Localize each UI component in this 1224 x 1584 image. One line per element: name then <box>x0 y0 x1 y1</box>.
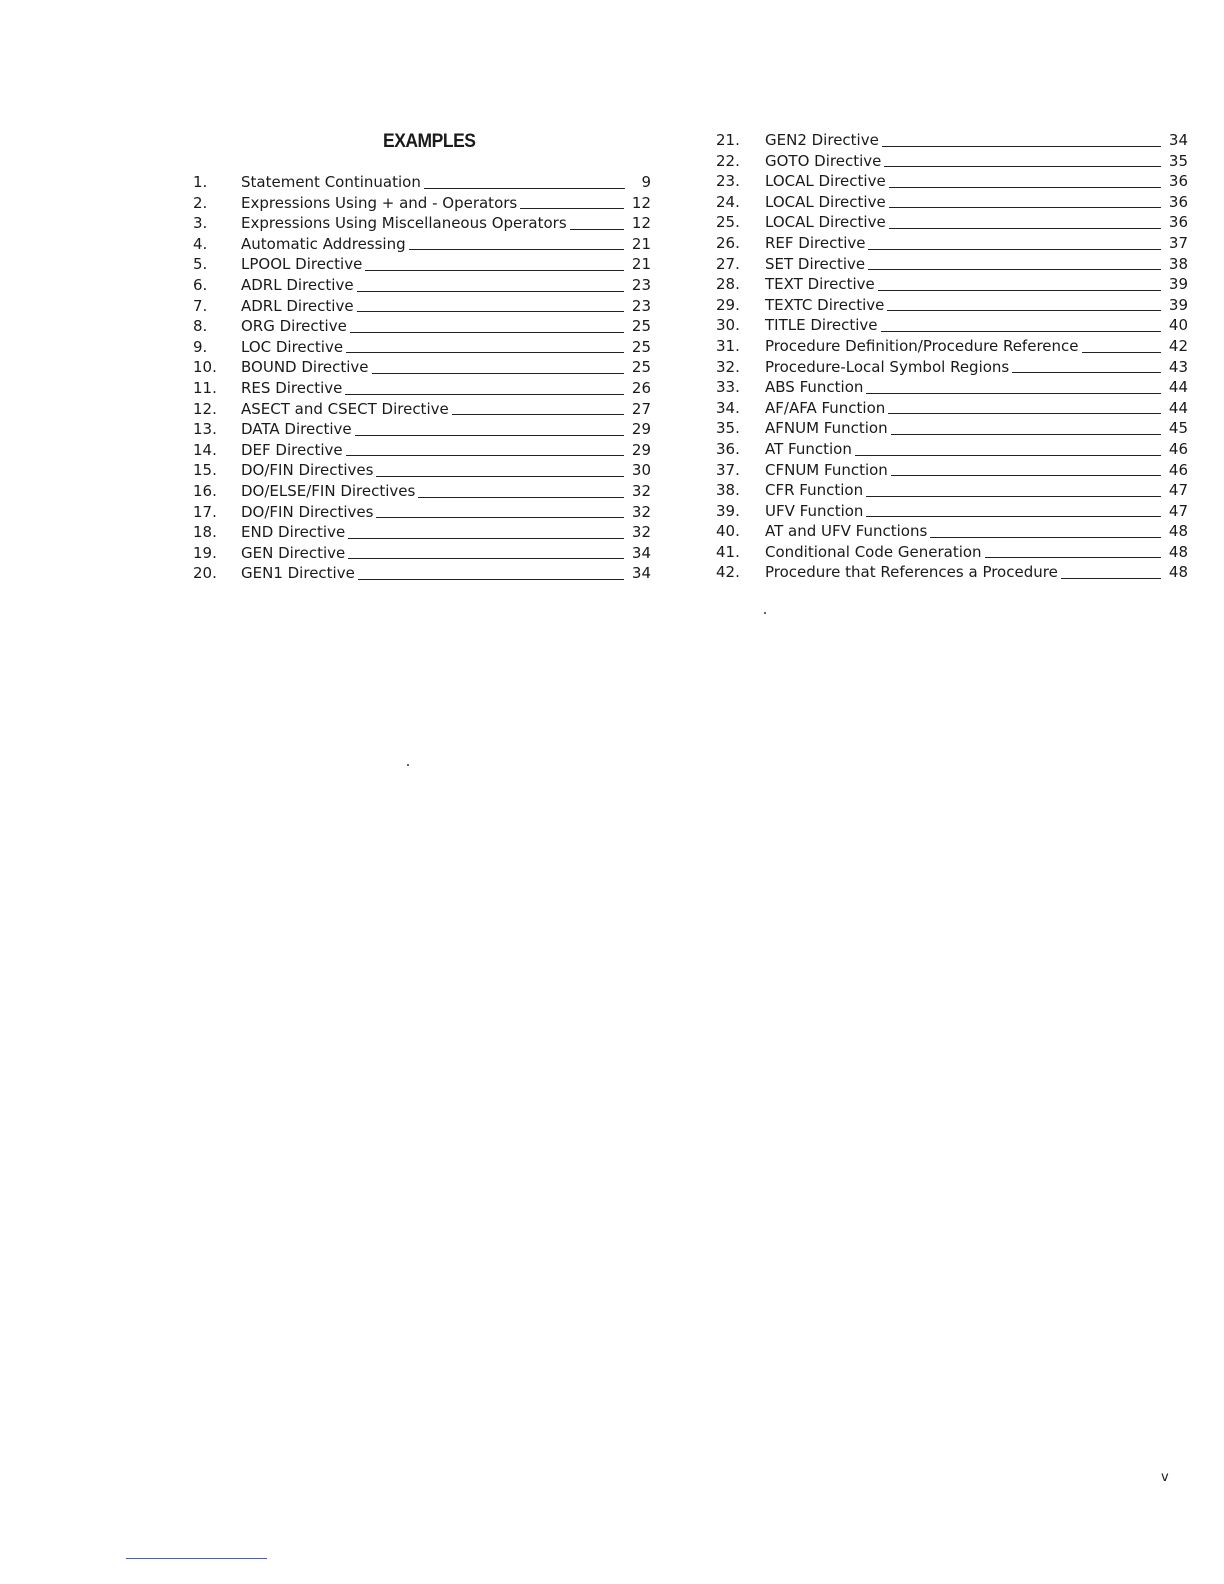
entry-title: RES Directive <box>241 378 343 397</box>
toc-entry[interactable] <box>193 234 651 255</box>
toc-entry[interactable] <box>716 192 1188 213</box>
entry-page: 25 <box>631 317 651 336</box>
toc-entry[interactable] <box>716 274 1188 295</box>
entry-page: 47 <box>1168 481 1188 500</box>
toc-entry[interactable] <box>716 521 1188 542</box>
entry-title: AT and UFV Functions <box>765 522 928 541</box>
entry-title: DO/ELSE/FIN Directives <box>241 481 416 500</box>
entry-title: Automatic Addressing <box>241 234 406 253</box>
entry-title: GOTO Directive <box>765 151 882 170</box>
entry-page: 23 <box>631 275 651 294</box>
toc-entry[interactable] <box>193 275 651 296</box>
entry-title: ORG Directive <box>241 317 347 336</box>
toc-entry[interactable] <box>716 377 1188 398</box>
toc-entry[interactable] <box>716 254 1188 275</box>
entry-title: Procedure-Local Symbol Regions <box>765 357 1010 376</box>
entry-title: ADRL Directive <box>241 275 354 294</box>
entry-page: 47 <box>1168 501 1188 520</box>
examples-list-left <box>193 172 651 584</box>
entry-number: 15. <box>193 461 217 480</box>
entry-page: 44 <box>1168 398 1188 417</box>
leader-line <box>520 208 624 209</box>
scan-speck <box>764 612 766 614</box>
entry-page: 46 <box>1168 460 1188 479</box>
entry-title: DO/FIN Directives <box>241 461 374 480</box>
entry-page: 29 <box>631 440 651 459</box>
entry-number: 24. <box>716 192 740 211</box>
entry-number: 20. <box>193 564 217 583</box>
entry-number: 34. <box>716 398 740 417</box>
scan-speck <box>407 764 409 766</box>
leader-line <box>868 249 1160 250</box>
entry-title: DEF Directive <box>241 440 343 459</box>
entry-title: UFV Function <box>765 501 864 520</box>
leader-line <box>345 394 624 395</box>
entry-title: Statement Continuation <box>241 173 421 191</box>
leader-line <box>1082 352 1161 353</box>
page-number: v <box>1161 1470 1169 1485</box>
entry-title: Procedure Definition/Procedure Reference <box>765 336 1079 355</box>
toc-entry[interactable] <box>716 439 1188 460</box>
toc-entry[interactable] <box>716 151 1188 172</box>
entry-title: BOUND Directive <box>241 358 369 377</box>
entry-page: 34 <box>631 543 651 562</box>
entry-number: 26. <box>716 233 740 252</box>
leader-line <box>452 414 624 415</box>
entry-number: 11. <box>193 378 217 397</box>
entry-title: AT Function <box>765 439 852 458</box>
toc-entry[interactable] <box>716 480 1188 501</box>
entry-title: Expressions Using Miscellaneous Operators <box>241 214 567 233</box>
entry-number: 29. <box>716 295 740 314</box>
leader-line <box>1012 372 1161 373</box>
entry-number: 7. <box>193 296 208 315</box>
toc-entry[interactable] <box>716 315 1188 336</box>
toc-entry[interactable] <box>193 419 651 440</box>
entry-title: ABS Function <box>765 378 864 397</box>
entry-number: 32. <box>716 357 740 376</box>
leader-line <box>866 516 1160 517</box>
leader-line <box>357 291 624 292</box>
entry-title: DATA Directive <box>241 420 352 439</box>
toc-entry[interactable] <box>716 130 1188 151</box>
toc-entry[interactable] <box>716 460 1188 481</box>
entry-title: ADRL Directive <box>241 296 354 315</box>
entry-number: 9. <box>193 337 208 356</box>
entry-page: 25 <box>631 337 651 356</box>
toc-entry[interactable] <box>193 543 651 564</box>
entry-title: REF Directive <box>765 233 866 252</box>
entry-number: 4. <box>193 234 208 253</box>
entry-number: 22. <box>716 151 740 170</box>
toc-entry[interactable] <box>716 295 1188 316</box>
leader-line <box>891 475 1161 476</box>
leader-line <box>888 413 1161 414</box>
entry-title: Procedure that References a Procedure <box>765 563 1058 582</box>
entry-number: 23. <box>716 172 740 191</box>
entry-number: 12. <box>193 399 217 418</box>
toc-entry[interactable] <box>193 172 651 193</box>
leader-line <box>868 269 1161 270</box>
footer-rule <box>126 1558 267 1559</box>
entry-page: 12 <box>631 193 651 212</box>
entry-page: 46 <box>1168 439 1188 458</box>
entry-page: 37 <box>1168 233 1188 252</box>
entry-page: 40 <box>1168 316 1188 335</box>
toc-entry[interactable] <box>716 336 1188 357</box>
entry-number: 19. <box>193 543 217 562</box>
entry-title: SET Directive <box>765 254 866 273</box>
entry-number: 1. <box>193 173 208 191</box>
toc-entry[interactable] <box>716 171 1188 192</box>
entry-number: 21. <box>716 131 740 149</box>
toc-entry[interactable] <box>193 254 651 275</box>
examples-list-right <box>716 130 1188 583</box>
toc-entry[interactable] <box>193 399 651 420</box>
leader-line <box>365 270 624 271</box>
toc-entry[interactable] <box>193 481 651 502</box>
entry-number: 14. <box>193 440 217 459</box>
entry-title: GEN1 Directive <box>241 564 355 583</box>
leader-line <box>881 331 1161 332</box>
toc-entry[interactable] <box>193 357 651 378</box>
entry-page: 48 <box>1168 522 1188 541</box>
entry-number: 5. <box>193 255 208 274</box>
leader-line <box>418 497 624 498</box>
page-title: EXAMPLES <box>383 131 476 152</box>
entry-number: 13. <box>193 420 217 439</box>
entry-page: 48 <box>1168 542 1188 561</box>
entry-page: 23 <box>631 296 651 315</box>
toc-entry[interactable] <box>716 501 1188 522</box>
leader-line <box>878 290 1161 291</box>
entry-number: 36. <box>716 439 740 458</box>
leader-line <box>357 311 624 312</box>
toc-entry[interactable] <box>193 440 651 461</box>
toc-entry[interactable] <box>716 542 1188 563</box>
leader-line <box>889 228 1161 229</box>
entry-title: LOC Directive <box>241 337 344 356</box>
leader-line <box>985 557 1161 558</box>
leader-line <box>358 579 624 580</box>
entry-title: GEN2 Directive <box>765 131 879 149</box>
entry-title: ASECT and CSECT Directive <box>241 399 449 418</box>
entry-number: 2. <box>193 193 208 212</box>
toc-entry[interactable] <box>193 378 651 399</box>
toc-entry[interactable] <box>193 213 651 234</box>
entry-title: LOCAL Directive <box>765 172 886 191</box>
entry-number: 16. <box>193 481 217 500</box>
entry-number: 33. <box>716 378 740 397</box>
toc-entry[interactable] <box>193 563 651 584</box>
leader-line <box>350 332 624 333</box>
leader-line <box>930 537 1161 538</box>
leader-line <box>409 249 624 250</box>
entry-title: TEXT Directive <box>765 275 875 294</box>
entry-page: 9 <box>641 173 651 191</box>
leader-line <box>887 310 1161 311</box>
entry-page: 27 <box>631 399 651 418</box>
entry-number: 28. <box>716 275 740 294</box>
leader-line <box>889 187 1161 188</box>
entry-page: 29 <box>631 420 651 439</box>
entry-title: Expressions Using + and - Operators <box>241 193 518 212</box>
entry-number: 25. <box>716 213 740 232</box>
toc-entry[interactable] <box>716 357 1188 378</box>
entry-page: 12 <box>631 214 651 233</box>
leader-line <box>346 455 624 456</box>
entry-page: 26 <box>631 378 651 397</box>
entry-title: LPOOL Directive <box>241 255 363 274</box>
entry-page: 30 <box>631 461 651 480</box>
entry-number: 35. <box>716 419 740 438</box>
entry-page: 38 <box>1168 254 1188 273</box>
entry-number: 3. <box>193 214 208 233</box>
leader-line <box>372 373 624 374</box>
entry-title: END Directive <box>241 523 346 542</box>
entry-page: 35 <box>1168 151 1188 170</box>
entry-title: GEN Directive <box>241 543 346 562</box>
entry-title: AF/AFA Function <box>765 398 886 417</box>
entry-title: AFNUM Function <box>765 419 888 438</box>
entry-number: 42. <box>716 563 740 582</box>
entry-number: 18. <box>193 523 217 542</box>
entry-title: TEXTC Directive <box>765 295 885 314</box>
entry-page: 36 <box>1168 172 1188 191</box>
leader-line <box>855 455 1161 456</box>
entry-page: 39 <box>1168 275 1188 294</box>
entry-number: 38. <box>716 481 740 500</box>
entry-number: 27. <box>716 254 740 273</box>
leader-line <box>348 558 624 559</box>
leader-line <box>866 393 1161 394</box>
toc-entry[interactable] <box>193 522 651 543</box>
leader-line <box>1061 578 1161 579</box>
entry-page: 48 <box>1168 563 1188 582</box>
entry-page: 45 <box>1168 419 1188 438</box>
entry-page: 36 <box>1168 192 1188 211</box>
toc-entry[interactable] <box>716 233 1188 254</box>
entry-page: 34 <box>1168 131 1188 149</box>
entry-number: 8. <box>193 317 208 336</box>
entry-title: Conditional Code Generation <box>765 542 982 561</box>
entry-page: 44 <box>1168 378 1188 397</box>
entry-number: 39. <box>716 501 740 520</box>
leader-line <box>866 496 1161 497</box>
entry-number: 6. <box>193 275 208 294</box>
entry-page: 21 <box>631 255 651 274</box>
leader-line <box>570 229 624 230</box>
entry-number: 30. <box>716 316 740 335</box>
toc-entry[interactable] <box>193 337 651 358</box>
toc-entry[interactable] <box>193 296 651 317</box>
toc-entry[interactable] <box>193 460 651 481</box>
entry-title: LOCAL Directive <box>765 192 886 211</box>
leader-line <box>376 476 623 477</box>
leader-line <box>889 207 1161 208</box>
entry-page: 25 <box>631 358 651 377</box>
leader-line <box>355 435 624 436</box>
entry-title: DO/FIN Directives <box>241 502 374 521</box>
toc-entry[interactable] <box>716 398 1188 419</box>
entry-title: CFNUM Function <box>765 460 888 479</box>
entry-number: 41. <box>716 542 740 561</box>
entry-page: 43 <box>1168 357 1188 376</box>
leader-line <box>884 166 1161 167</box>
entry-title: TITLE Directive <box>765 316 878 335</box>
leader-line <box>348 538 624 539</box>
entry-page: 34 <box>631 564 651 583</box>
entry-number: 10. <box>193 358 217 377</box>
entry-page: 32 <box>631 502 651 521</box>
toc-entry[interactable] <box>193 316 651 337</box>
leader-line <box>891 434 1161 435</box>
entry-title: LOCAL Directive <box>765 213 886 232</box>
entry-page: 39 <box>1168 295 1188 314</box>
entry-page: 36 <box>1168 213 1188 232</box>
entry-number: 17. <box>193 502 217 521</box>
toc-entry[interactable] <box>193 502 651 523</box>
leader-line <box>424 188 625 189</box>
entry-number: 31. <box>716 336 740 355</box>
toc-entry[interactable] <box>716 418 1188 439</box>
entry-title: CFR Function <box>765 481 864 500</box>
leader-line <box>882 146 1161 147</box>
toc-entry[interactable] <box>193 193 651 214</box>
leader-line <box>346 352 624 353</box>
toc-entry[interactable] <box>716 212 1188 233</box>
entry-number: 37. <box>716 460 740 479</box>
toc-entry[interactable] <box>716 562 1188 583</box>
entry-number: 40. <box>716 522 740 541</box>
leader-line <box>376 517 623 518</box>
entry-page: 42 <box>1168 336 1188 355</box>
entry-page: 21 <box>631 234 651 253</box>
entry-page: 32 <box>631 481 651 500</box>
entry-page: 32 <box>631 523 651 542</box>
